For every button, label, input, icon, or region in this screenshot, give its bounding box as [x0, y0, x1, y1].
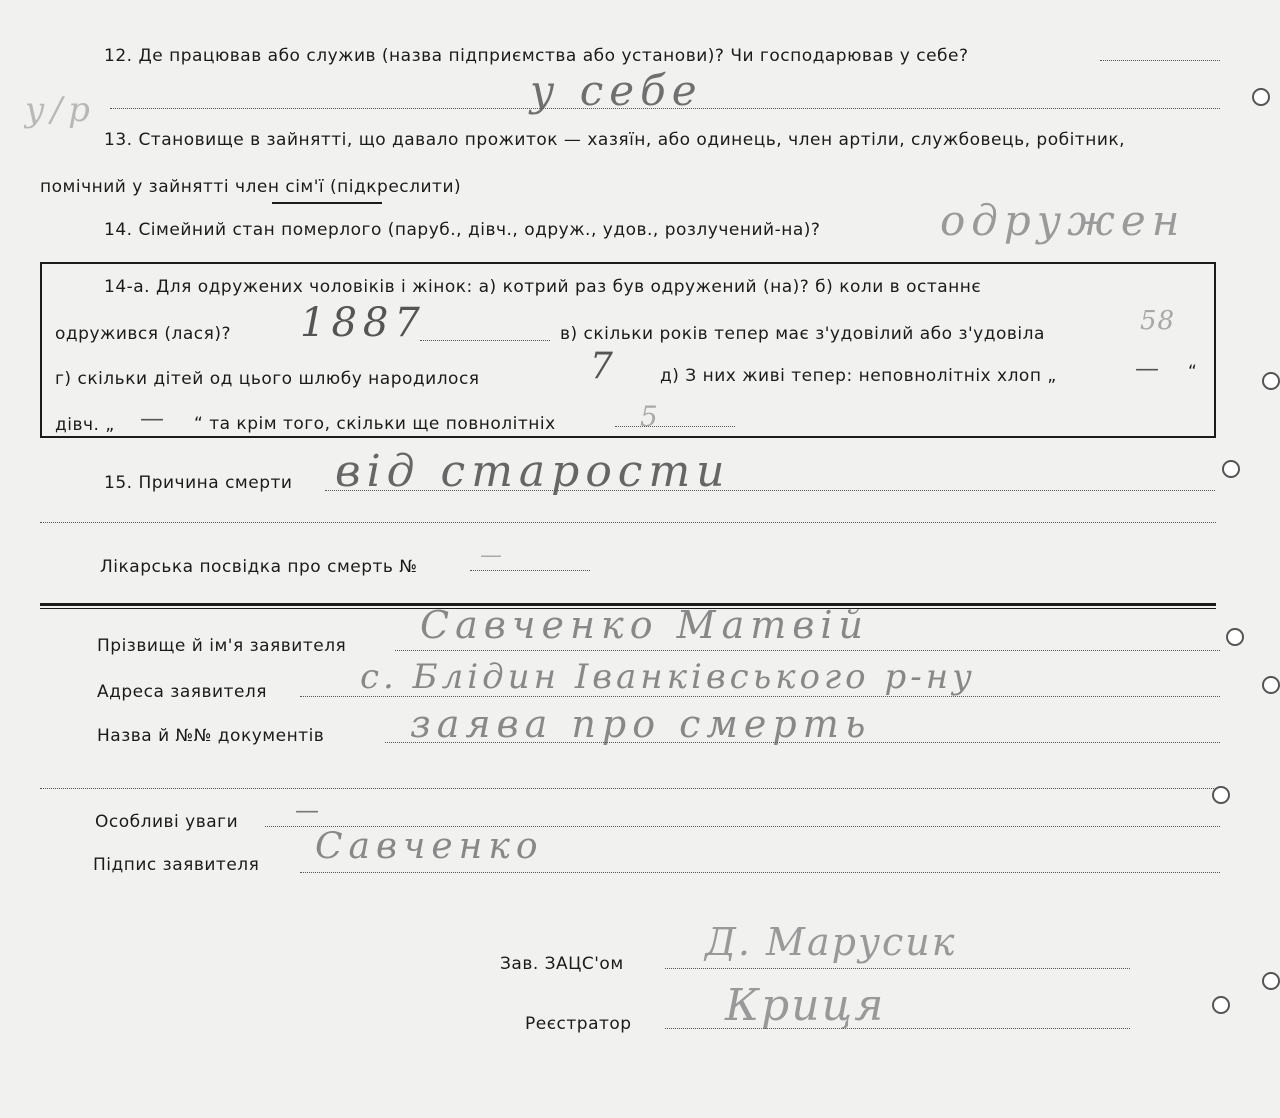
q13-label-line2: помічний у зайнятті член сім'ї (підкреслити) — [40, 177, 462, 197]
cause-handwriting: від старости — [335, 446, 731, 497]
documents-line — [385, 742, 1220, 743]
applicant-address-handwriting: с. Блідин Іванківського р-ну — [360, 657, 976, 697]
applicant-name-label: Прізвище й ім'я заявителя — [97, 636, 347, 656]
adult-children-line — [615, 426, 735, 427]
registrar-sig-line — [665, 1028, 1130, 1029]
married-year-handwriting: 1887 — [300, 300, 426, 346]
head-signature-handwriting: Д. Марусик — [705, 920, 957, 964]
margin-note-handwriting: у/р — [25, 90, 96, 130]
binding-hole — [1252, 88, 1270, 106]
q14-label: 14. Сімейний стан померлого (паруб., дівч., одруж., удов., розлучений-на)? — [104, 220, 821, 240]
q14a-label-line3b: д) З них живі тепер: неповнолітніх хлоп „ — [660, 366, 1057, 386]
q14a-label-line1: 14-а. Для одружених чоловіків і жінок: а) котрий раз був одружений (на)? б) коли в останнє — [104, 277, 982, 297]
q14a-label-line4b: “ та крім того, скільки ще повнолітніх — [194, 414, 556, 434]
marital-handwriting: одружен — [940, 196, 1186, 245]
widow-age-handwriting: 58 — [1140, 306, 1176, 336]
q15-answer-line — [325, 490, 1215, 491]
registrar-label: Реєстратор — [525, 1014, 632, 1034]
cert-no-handwriting: — — [480, 543, 502, 568]
married-year-line — [420, 340, 550, 341]
head-label: Зав. ЗАЦС'ом — [500, 954, 624, 974]
documents-handwriting: заява про смерть — [410, 702, 872, 746]
adult-children-handwriting: 5 — [640, 400, 664, 433]
workplace-handwriting: у себе — [530, 66, 703, 115]
minor-boys-handwriting: — — [1135, 354, 1159, 382]
children-born-handwriting: 7 — [590, 346, 619, 387]
applicant-address-line — [300, 696, 1220, 697]
q12-dotted-line — [1100, 60, 1220, 61]
binding-hole — [1212, 996, 1230, 1014]
signature-handwriting: Савченко — [315, 826, 544, 867]
q14a-label-line3a: г) скільки дітей од цього шлюбу народилося — [55, 369, 480, 389]
binding-hole — [1226, 628, 1244, 646]
documents-label: Назва й №№ документів — [97, 726, 325, 746]
q14a-label-line2a: одружився (лася)? — [55, 324, 232, 344]
applicant-name-line — [395, 650, 1220, 651]
remarks-handwriting: — — [295, 796, 319, 824]
medical-cert-line — [470, 570, 590, 571]
q14a-label-line2b: в) скільки років тепер має з'удовілий або з'удовіла — [560, 324, 1045, 344]
binding-hole — [1222, 460, 1240, 478]
binding-hole — [1262, 372, 1280, 390]
q12-label: 12. Де працював або служив (назва підприємства або установи)? Чи господарював у себе? — [104, 46, 969, 66]
applicant-name-handwriting: Савченко Матвій — [420, 603, 869, 647]
q15-label: 15. Причина смерти — [104, 473, 293, 493]
remarks-label: Особливі уваги — [95, 812, 239, 832]
q13-underline — [272, 202, 382, 204]
documents-extra-line — [40, 788, 1216, 789]
binding-hole — [1262, 972, 1280, 990]
medical-cert-label: Лікарська посвідка про смерть № — [100, 557, 418, 577]
q12-answer-line — [110, 108, 1220, 109]
signature-label: Підпис заявителя — [93, 855, 260, 875]
q14a-label-line4a: дівч. „ — [55, 415, 115, 435]
minor-girls-handwriting: — — [140, 404, 164, 432]
applicant-address-label: Адреса заявителя — [97, 682, 268, 702]
registrar-signature-handwriting: Криця — [725, 980, 886, 1031]
signature-line — [300, 872, 1220, 873]
binding-hole — [1262, 676, 1280, 694]
head-sig-line — [665, 968, 1130, 969]
q13-label-line1: 13. Становище в зайнятті, що давало прожиток — хазяїн, або одинець, член артіли, службовець, робітник, — [104, 130, 1126, 150]
q14a-label-line3c: “ — [1188, 362, 1198, 382]
binding-hole — [1212, 786, 1230, 804]
q15-extra-line — [40, 522, 1216, 523]
